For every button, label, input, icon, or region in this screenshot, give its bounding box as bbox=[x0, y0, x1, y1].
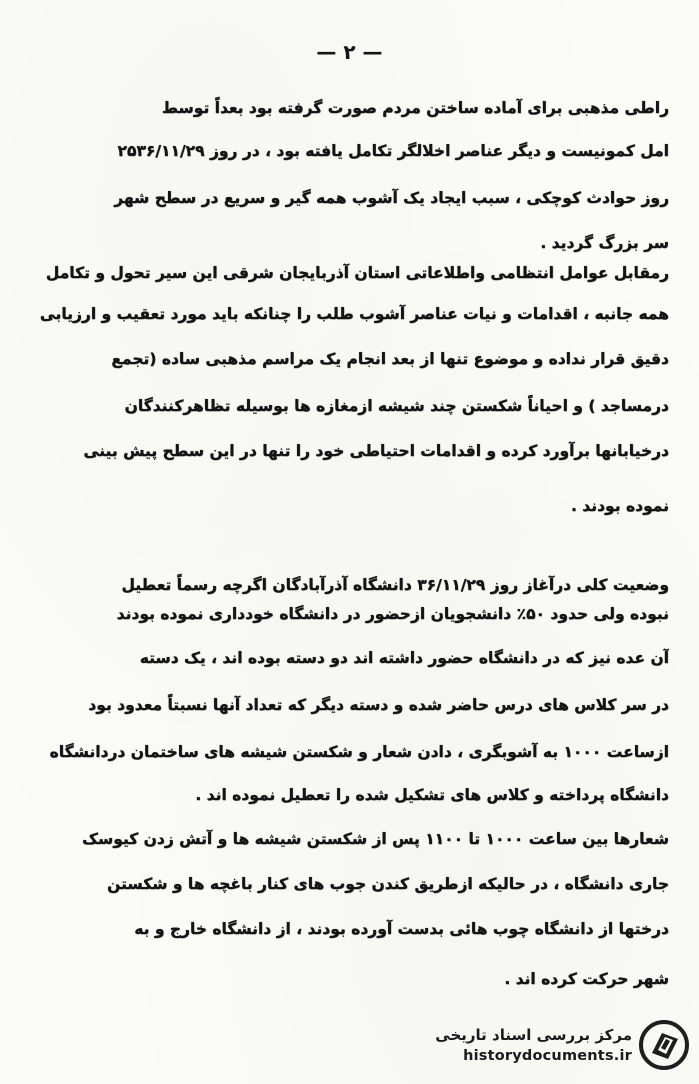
text-line-9: درخیابانها برآورد کرده و اقدامات احتیاطی خود را تنها در این سطح پیش بینی bbox=[83, 442, 669, 460]
watermark-url[interactable]: historydocuments.ir bbox=[463, 1048, 632, 1064]
text-line-19: درختها از دانشگاه چوب هائی بدست آورده بودند ، از دانشگاه خارج و به bbox=[134, 920, 669, 938]
text-line-7: دقیق قرار نداده و موضوع تنها از بعد انجام یک مراسم مذهبی ساده (تجمع bbox=[111, 350, 669, 368]
text-line-18: جاری دانشگاه ، در حالیکه ازطریق کندن جوب های کنار باغچه ها و شکستن bbox=[107, 875, 669, 893]
text-line-3: روز حوادث کوچکی ، سبب ایجاد یک آشوب همه گیر و سریع در سطح شهر bbox=[114, 189, 669, 207]
text-line-15: ازساعت ۱۰۰۰ به آشوبگری ، دادن شعار و شکستن شیشه های ساختمان دردانشگاه bbox=[49, 743, 669, 761]
archive-seal-icon bbox=[638, 1019, 690, 1071]
text-line-13: آن عده نیز که در دانشگاه حضور داشته اند دو دسته بوده اند ، یک دسته bbox=[139, 649, 669, 667]
text-line-8: درمساجد ) و احیاناً شکستن چند شیشه ازمغازه ها بوسیله تظاهرکنندگان bbox=[124, 397, 669, 415]
text-line-20: شهر حرکت کرده اند . bbox=[504, 970, 669, 988]
watermark-name: مرکز بررسی اسناد تاریخی bbox=[435, 1026, 632, 1044]
text-line-16: دانشگاه پرداخته و کلاس های تشکیل شده را تعطیل نموده اند . bbox=[195, 786, 669, 804]
text-line-17: شعارها بین ساعت ۱۰۰۰ تا ۱۱۰۰ پس از شکستن شیشه ها و آتش زدن کیوسک bbox=[82, 830, 669, 848]
page-number: — ۲ — bbox=[316, 40, 383, 64]
text-line-14: در سر کلاس های درس حاضر شده و دسته دیگر که تعداد آنها نسبتاً معدود بود bbox=[88, 696, 669, 714]
watermark-text bbox=[418, 1024, 632, 1066]
text-line-1: راطی مذهبی برای آماده ساختن مردم صورت گرفته بود بعداً توسط bbox=[161, 99, 669, 117]
text-line-2: امل کمونیست و دیگر عناصر اخلالگر تکامل یافته بود ، در روز ۲۵۳۶/۱۱/۲۹ bbox=[117, 142, 669, 160]
text-line-11: وضعیت کلی درآغاز روز ۳۶/۱۱/۲۹ دانشگاه آذرآبادگان اگرچه رسماً تعطیل bbox=[121, 576, 669, 594]
text-line-5: رمقابل عوامل انتظامی واطلاعاتی استان آذربایجان شرقی این سیر تحول و تکامل bbox=[45, 264, 669, 282]
text-line-4: سر بزرگ گردید . bbox=[540, 234, 669, 252]
text-line-6: همه جانبه ، اقدامات و نیات عناصر آشوب طلب را چنانکه باید مورد تعقیب و ارزیابی bbox=[39, 305, 669, 323]
text-line-12: نبوده ولی حدود ۵۰٪ دانشجویان ازحضور در دانشگاه خودداری نموده بودند bbox=[116, 605, 669, 623]
text-line-10: نموده بودند . bbox=[571, 497, 669, 515]
watermark-logo bbox=[418, 1018, 690, 1072]
